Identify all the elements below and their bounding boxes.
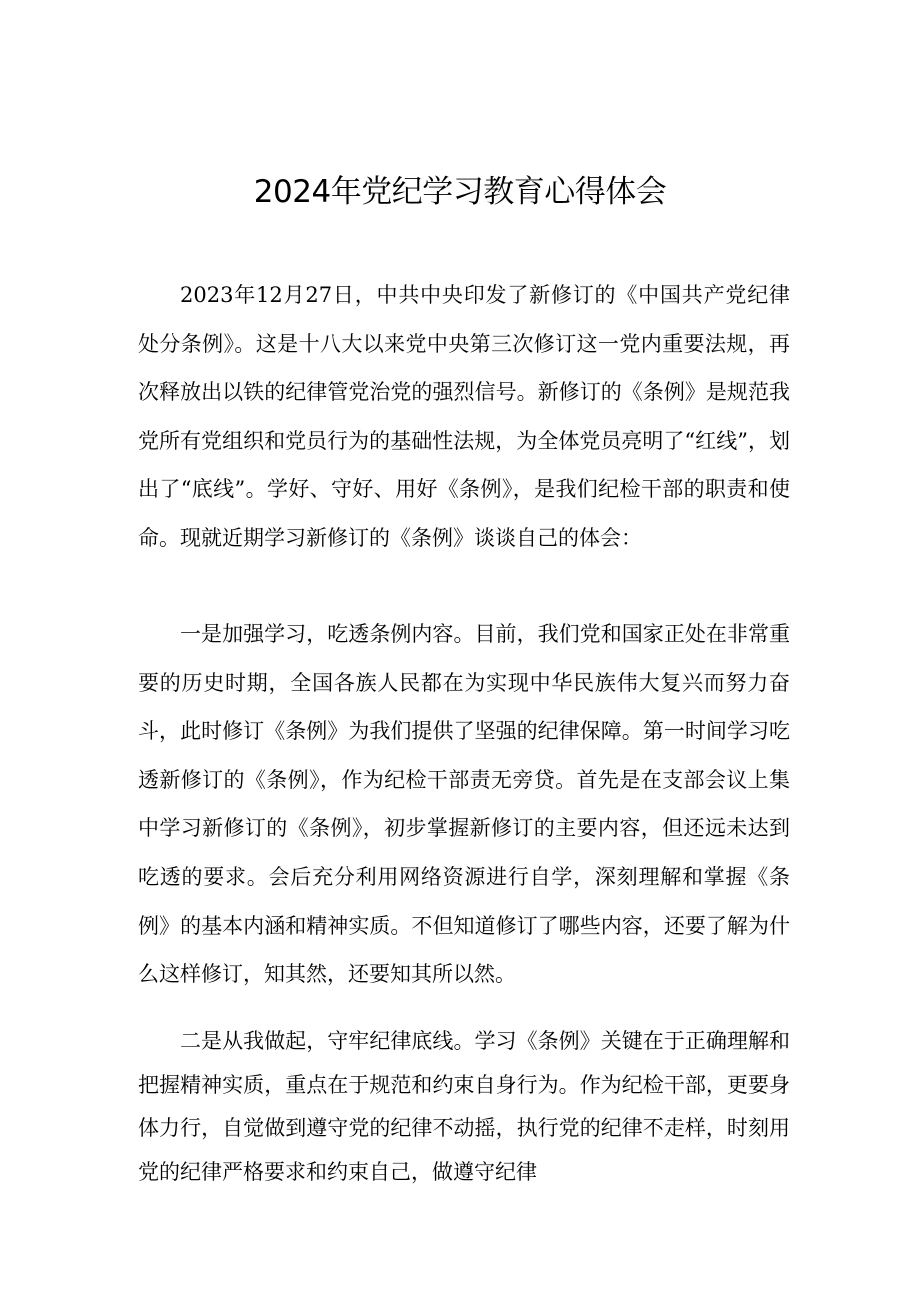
paragraph-point-two: 二是从我做起，守牢纪律底线。学习《条例》关键在于正确理解和把握精神实质，重点在于规范和约束自身行为。作为纪检干部，更要身体力行，自觉做到遵守党的纪律不动摇，执行党的纪律不走样，时刻用党的纪律严格要求和约束自己，做遵守纪律 [138, 1029, 790, 1184]
document-title: 2024年党纪学习教育心得体会 [253, 174, 667, 210]
paragraph-intro: 2023年12月27日，中共中央印发了新修订的《中国共产党纪律处分条例》。这是十八大以来党中央第三次修订这一党内重要法规，再次释放出以铁的纪律管党治党的强烈信号。新修订的《条例》是规范我党所有党组织和党员行为的基础性法规，为全体党员亮明了“红线”，划出了“底线”。学好、守好、用好《条例》，是我们纪检干部的职责和使命。现就近期学习新修订的《条例》谈谈自己的体会： [138, 283, 790, 550]
document-body-3 [138, 1020, 790, 1194]
document-body-2 [138, 610, 790, 999]
document-body-1 [138, 271, 790, 563]
paragraph-point-one: 一是加强学习，吃透条例内容。目前，我们党和国家正处在非常重要的历史时期，全国各族人民都在为实现中华民族伟大复兴而努力奋斗，此时修订《条例》为我们提供了坚强的纪律保障。第一时间学习吃透新修订的《条例》，作为纪检干部责无旁贷。首先是在支部会议上集中学习新修订的《条例》，初步掌握新修订的主要内容，但还远未达到吃透的要求。会后充分利用网络资源进行自学，深刻理解和掌握《条例》的基本内涵和精神实质。不但知道修订了哪些内容，还要了解为什么这样修订，知其然，还要知其所以然。 [138, 622, 790, 987]
